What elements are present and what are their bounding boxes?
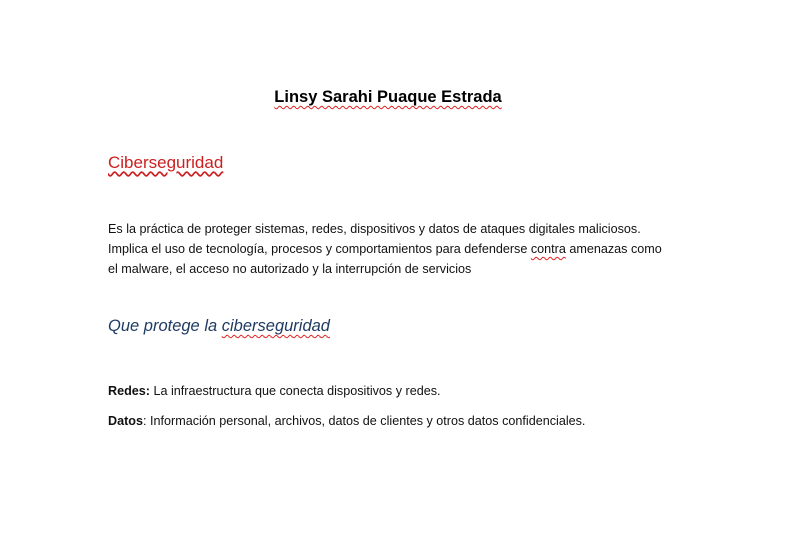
spellcheck-word: contra [530,242,566,256]
author-name: Linsy Sarahi Puaque Estrada [274,88,502,106]
item-term: Datos [108,414,143,428]
list-item-redes [108,384,441,398]
paragraph-line-3: el malware, el acceso no autorizado y la interrupción de servicios [108,262,472,276]
paragraph-line-2: Implica el uso de tecnología, procesos y comportamientos para defenderse contra amenazas como [108,242,662,256]
list-item-datos [108,414,585,428]
heading-que-protege [108,317,330,336]
author-title [0,88,776,107]
item-text: : Información personal, archivos, datos de clientes y otros datos confidenciales. [143,414,586,428]
item-text: La infraestructura que conecta dispositivos y redes. [150,384,441,398]
item-term: Redes: [108,384,150,398]
definition-paragraph [108,219,718,279]
heading-ciberseguridad [108,153,223,173]
heading-1-text: Ciberseguridad [108,153,224,172]
heading-2-word: ciberseguridad [221,317,330,335]
paragraph-line-1: Es la práctica de proteger sistemas, redes, dispositivos y datos de ataques digitales maliciosos. [108,222,641,236]
heading-2-prefix: Que protege la [108,317,222,335]
